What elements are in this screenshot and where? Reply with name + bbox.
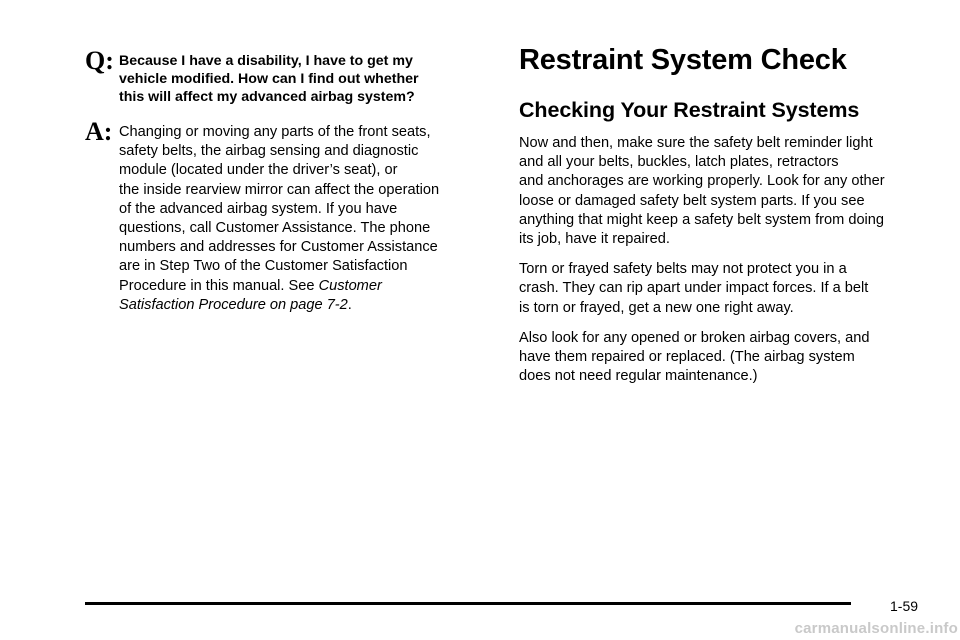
answer-end: . (347, 296, 352, 313)
page-number: 1-59 (890, 598, 919, 614)
qa-column (85, 46, 485, 315)
paragraph-airbag-covers: Also look for any opened or broken airbag covers, and have them repaired or replaced. (The airbag system does not need regular maintenance.) (519, 329, 870, 385)
answer-cross-reference[interactable]: Customer Satisfaction Procedure on page 7-2 (119, 277, 382, 313)
paragraph-inspection: Now and then, make sure the safety belt reminder light and all your belts, buckles, latch plates, retractors and anchorages are working properly. Look for any other loose or damaged safety belt system parts. If you see anything that might keep a safety belt system from doing its job, have it repaired. (519, 135, 885, 248)
question-text: Because I have a disability, I have to get my vehicle modified. How can I find out whether this will affect my advanced airbag system? (119, 53, 419, 105)
footer-rule (85, 602, 851, 605)
question-block (85, 46, 485, 106)
section-title: Restraint System Check (519, 44, 847, 76)
answer-text (119, 123, 485, 315)
answer-block (85, 117, 485, 315)
question-marker: Q: (85, 46, 114, 75)
answer-marker: A: (85, 117, 113, 146)
answer-body: Changing or moving any parts of the front seats, safety belts, the airbag sensing and diagnostic module (located under the driver’s seat), or the inside rearview mirror can affect the operation of the advanced airbag system. If you have questions, call Customer Assistance. The phone numbers and addresses for Customer Assistance are in Step Two of the Customer Satisfaction Procedure in this manual. See (119, 124, 440, 294)
paragraph-torn-belts: Torn or frayed safety belts may not protect you in a crash. They can rip apart under impact forces. If a belt is torn or frayed, get a new one right away. (519, 261, 869, 316)
section-column (519, 42, 939, 386)
watermark: carmanualsonline.info (794, 620, 958, 637)
section-subtitle: Checking Your Restraint Systems (519, 98, 860, 122)
